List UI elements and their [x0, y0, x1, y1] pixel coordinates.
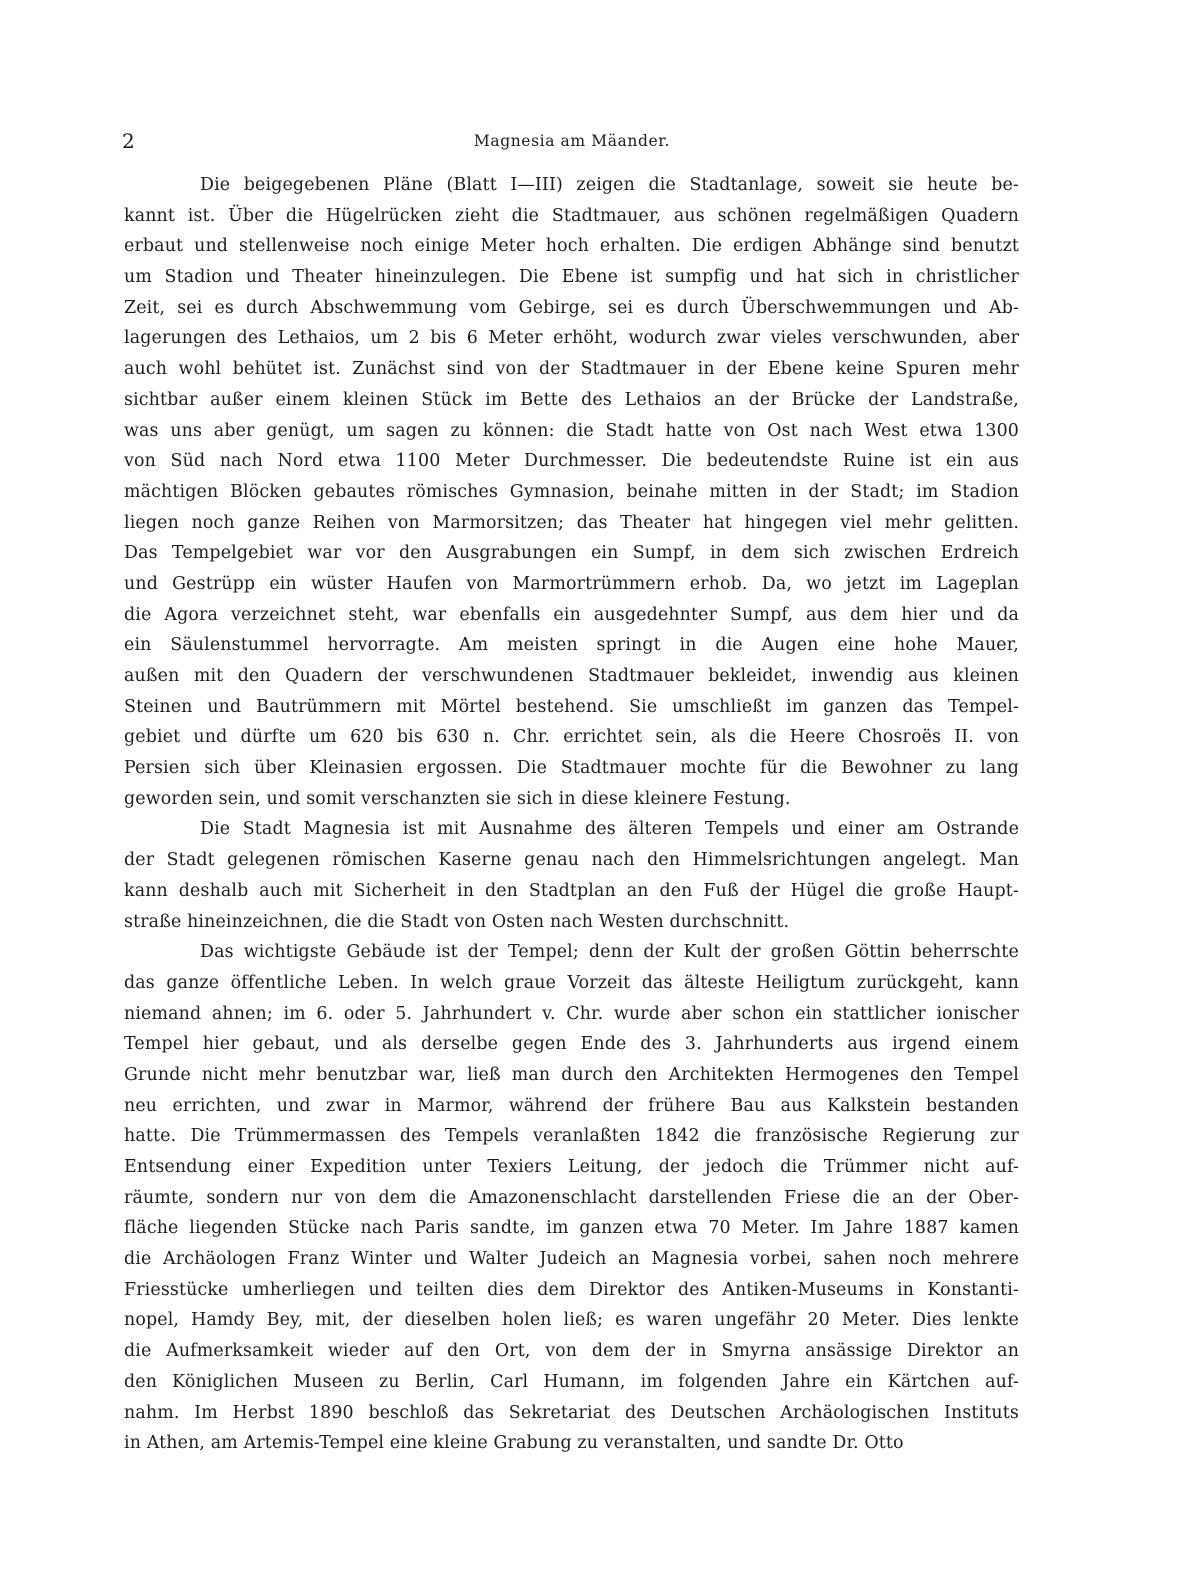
text-line: sichtbar außer einem kleinen Stück im Bette des Lethaios an der Brücke der Landstraße,: [124, 389, 1019, 410]
text-line: nopel, Hamdy Bey, mit, der dieselben holen ließ; es waren ungefähr 20 Meter. Dies lenkte: [124, 1310, 1019, 1331]
page-number: 2: [122, 129, 136, 153]
text-line: fläche liegenden Stücke nach Paris sandte, im ganzen etwa 70 Meter. Im Jahre 1887 kamen: [124, 1218, 1019, 1239]
text-line: außen mit den Quadern der verschwundenen Stadtmauer bekleidet, inwendig aus kleinen: [124, 666, 1019, 686]
text-line: von Süd nach Nord etwa 1100 Meter Durchmesser. Die bedeutendste Ruine ist ein aus: [124, 451, 1019, 472]
text-line: um Stadion und Theater hineinzulegen. Die Ebene ist sumpfig und hat sich in christlicher: [124, 267, 1019, 288]
paragraph-2: [124, 814, 1019, 937]
text-line: Friesstücke umherliegen und teilten dies dem Direktor des Antiken-Museums in Konstanti-: [124, 1279, 1020, 1300]
text-line: mächtigen Blöcken gebautes römisches Gymnasion, beinahe mitten in der Stadt; im Stadion: [124, 481, 1020, 502]
text-line: kann deshalb auch mit Sicherheit in den Stadtplan an den Fuß der Hügel die große Haupt-: [124, 880, 1019, 901]
page-header: [122, 128, 1022, 156]
text-line: die Archäologen Franz Winter und Walter Judeich an Magnesia vorbei, sahen noch mehrere: [124, 1249, 1020, 1270]
text-line: Tempel hier gebaut, und als derselbe gegen Ende des 3. Jahrhunderts aus irgend einem: [124, 1034, 1020, 1055]
text-line: Das Tempelgebiet war vor den Ausgrabungen ein Sumpf, in dem sich zwischen Erdreich: [124, 543, 1020, 564]
text-line: was uns aber genügt, um sagen zu können: die Stadt hatte von Ost nach West etwa 1300: [124, 420, 1020, 441]
text-line: gebiet und dürfte um 620 bis 630 n. Chr. errichtet sein, als die Heere Chosroës II. von: [124, 727, 1020, 748]
text-line: ein Säulenstummel hervorragte. Am meisten springt in die Augen eine hohe Mauer,: [124, 635, 1019, 656]
text-line: nahm. Im Herbst 1890 beschloß das Sekretariat des Deutschen Archäologischen Instituts: [124, 1402, 1019, 1423]
text-line: Das wichtigste Gebäude ist der Tempel; denn der Kult der großen Göttin beherrschte: [200, 942, 1019, 963]
paragraph-1: [124, 170, 1019, 814]
text-line: räumte, sondern nur von dem die Amazonenschlacht darstellenden Friese die an der Ober-: [124, 1187, 1020, 1208]
text-line: lagerungen des Lethaios, um 2 bis 6 Meter erhöht, wodurch zwar vieles verschwunden, aber: [124, 328, 1020, 349]
text-line: Zeit, sei es durch Abschwemmung vom Gebirge, sei es durch Überschwemmungen und Ab-: [124, 297, 1020, 318]
text-line: Persien sich über Kleinasien ergossen. Die Stadtmauer mochte für die Bewohner zu lang: [124, 758, 1019, 779]
text-line: liegen noch ganze Reihen von Marmorsitzen; das Theater hat hingegen viel mehr gelitten.: [124, 512, 1020, 533]
text-line: Die Stadt Magnesia ist mit Ausnahme des älteren Tempels und einer am Ostrande: [200, 819, 1020, 840]
body-text: [124, 170, 1019, 1459]
text-line: in Athen, am Artemis-Tempel eine kleine Grabung zu veranstalten, und sandte Dr. Otto: [124, 1433, 904, 1454]
text-line: straße hineinzeichnen, die die Stadt von Osten nach Westen durchschnitt.: [124, 911, 790, 932]
text-line: der Stadt gelegenen römischen Kaserne genau nach den Himmelsrichtungen angelegt. Man: [124, 850, 1019, 871]
paragraph-3: [124, 937, 1019, 1459]
text-line: Steinen und Bautrümmern mit Mörtel bestehend. Sie umschließt im ganzen das Tempel-: [124, 696, 1020, 717]
running-title: Magnesia am Mäander.: [473, 132, 671, 150]
text-line: niemand ahnen; im 6. oder 5. Jahrhundert v. Chr. wurde aber schon ein stattlicher ionischer: [124, 1003, 1020, 1024]
text-line: den Königlichen Museen zu Berlin, Carl Humann, im folgenden Jahre ein Kärtchen auf-: [124, 1371, 1019, 1392]
text-line: hatte. Die Trümmermassen des Tempels veranlaßten 1842 die französische Regierung zur: [124, 1126, 1019, 1147]
text-line: kannt ist. Über die Hügelrücken zieht die Stadtmauer, aus schönen regelmäßigen Quadern: [124, 205, 1019, 226]
text-line: neu errichten, und zwar in Marmor, während der frühere Bau aus Kalkstein bestanden: [124, 1095, 1019, 1116]
text-line: die Aufmerksamkeit wieder auf den Ort, von dem der in Smyrna ansässige Direktor an: [124, 1341, 1020, 1362]
text-line: erbaut und stellenweise noch einige Meter hoch erhalten. Die erdigen Abhänge sind benutzt: [124, 236, 1020, 257]
text-line: auch wohl behütet ist. Zunächst sind von der Stadtmauer in der Ebene keine Spuren mehr: [124, 359, 1019, 380]
text-line: das ganze öffentliche Leben. In welch graue Vorzeit das älteste Heiligtum zurückgeht, kann: [124, 972, 1020, 993]
text-line: Entsendung einer Expedition unter Texiers Leitung, der jedoch die Trümmer nicht auf-: [124, 1157, 1019, 1177]
text-line: geworden sein, und somit verschanzten sie sich in diese kleinere Festung.: [124, 788, 791, 809]
text-line: Grunde nicht mehr benutzbar war, ließ man durch den Architekten Hermogenes den Tempel: [124, 1064, 1019, 1085]
text-line: die Agora verzeichnet steht, war ebenfalls ein ausgedehnter Sumpf, aus dem hier und da: [124, 604, 1020, 625]
text-line: und Gestrüpp ein wüster Haufen von Marmortrümmern erhob. Da, wo jetzt im Lageplan: [124, 573, 1020, 594]
text-line: Die beigegebenen Pläne (Blatt I—III) zeigen die Stadtanlage, soweit sie heute be-: [200, 175, 1019, 195]
